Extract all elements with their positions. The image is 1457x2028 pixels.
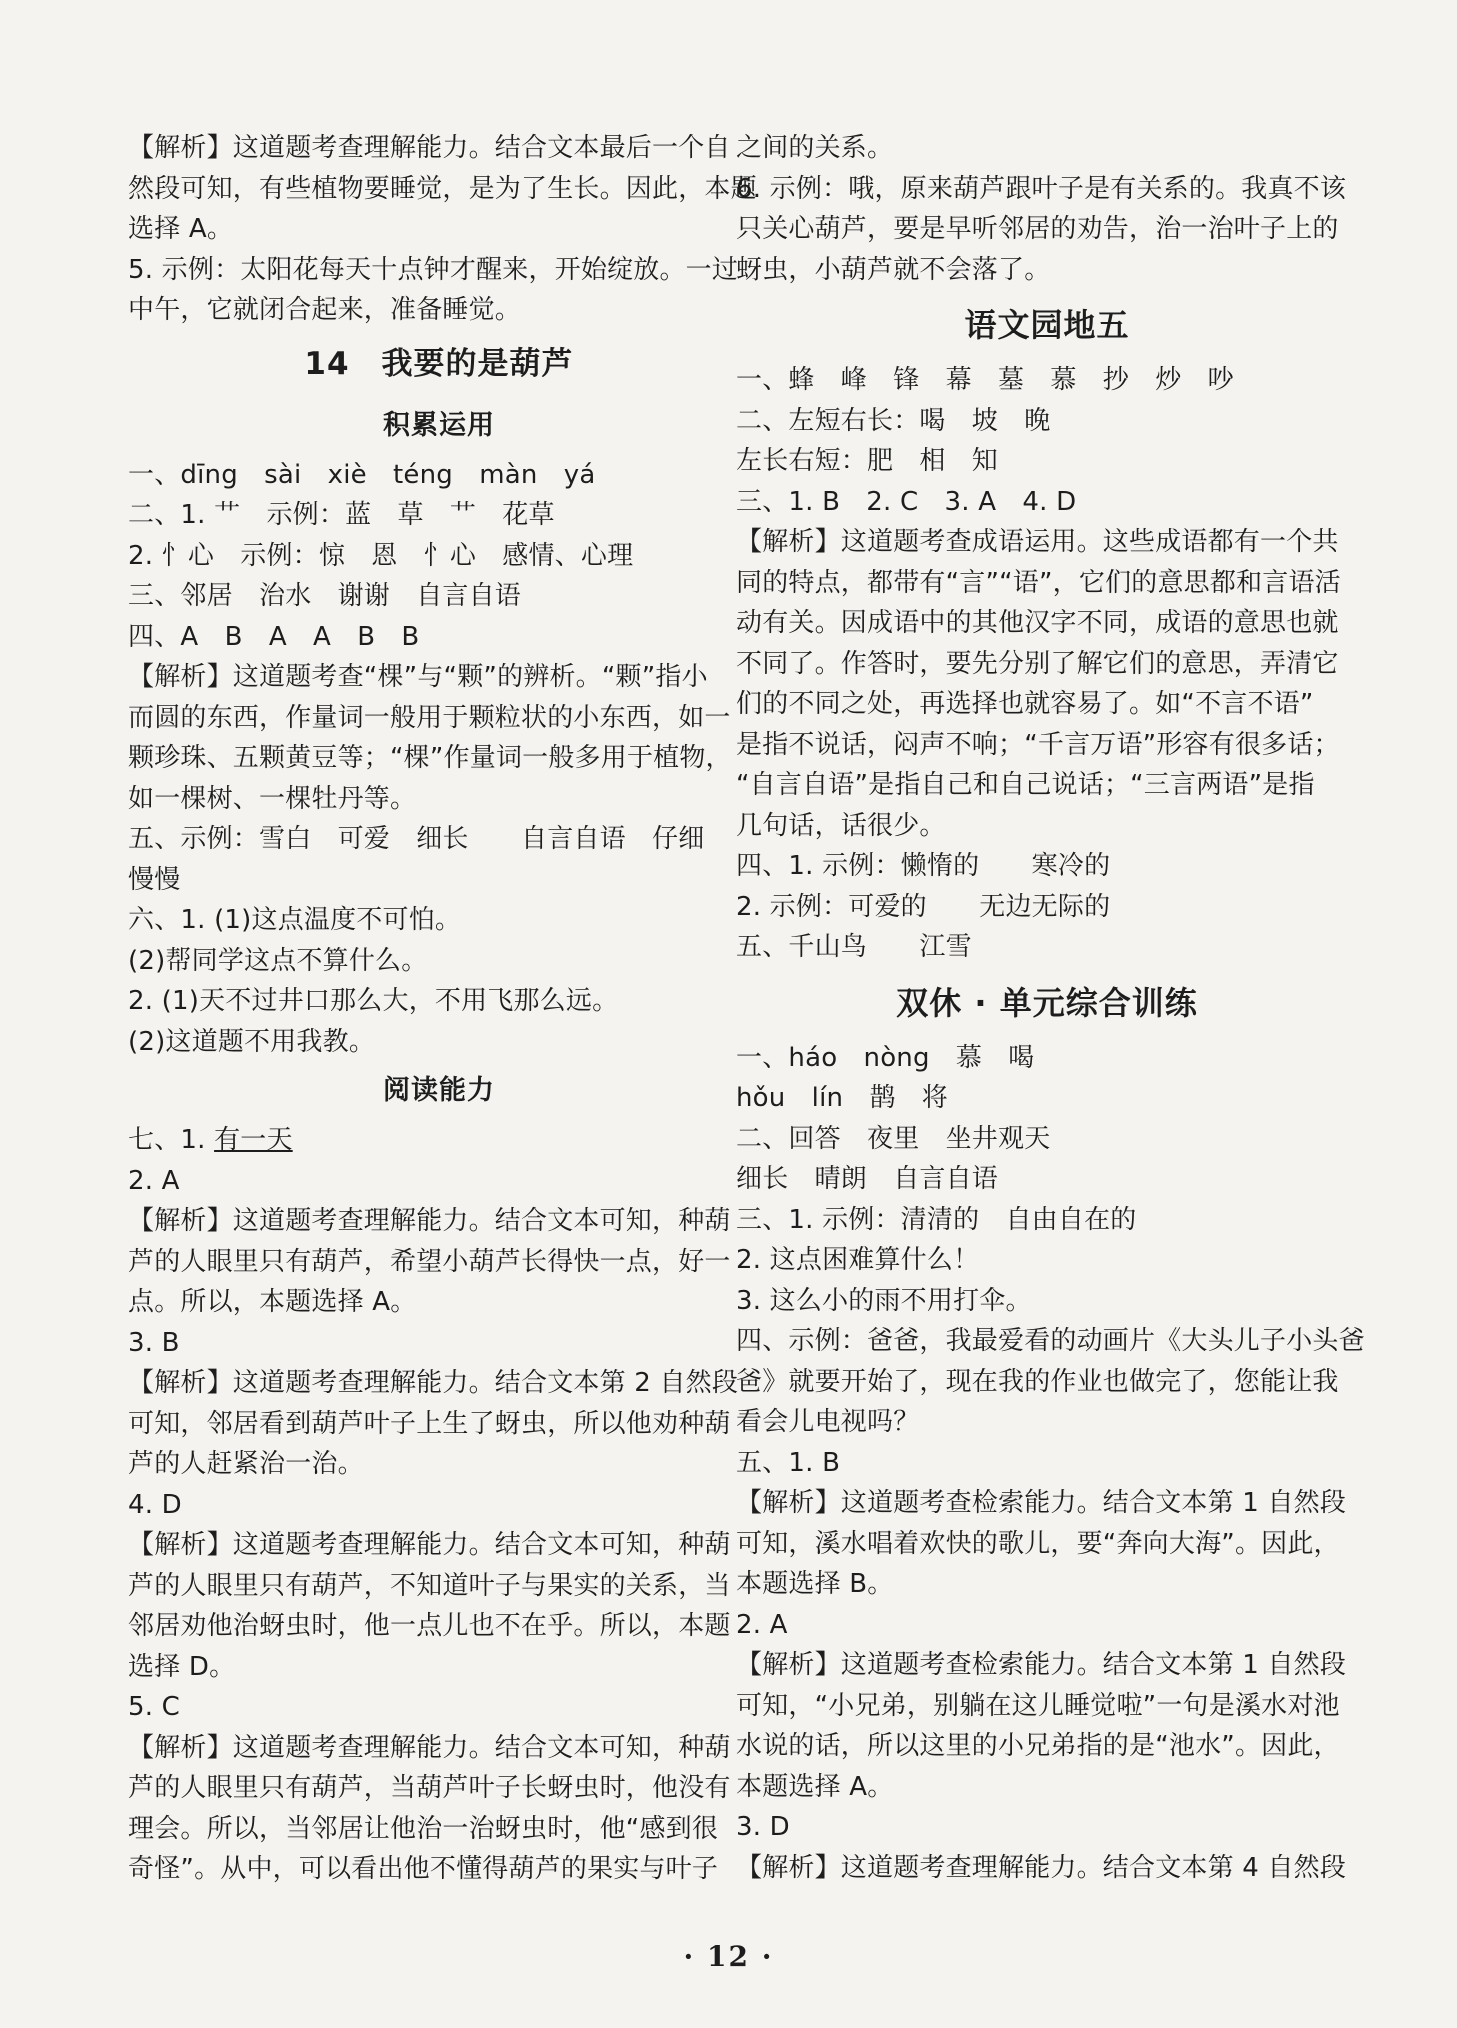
answer-line: 三、邻居 治水 谢谢 自言自语 [128, 581, 522, 611]
answer-line: 爸》就要开始了，现在我的作业也做完了，您能让我 [736, 1366, 1339, 1397]
answer-line: 2. (1)天不过井口那么大，不用飞那么远。 [128, 986, 619, 1016]
answer-line: 选择 A。 [128, 214, 234, 244]
answer-line: 三、1. 示例：清清的 自由自在的 [736, 1204, 1137, 1235]
answer-line: hǒu lín 鹊 将 [736, 1083, 948, 1113]
answer-line: 慢慢 [128, 864, 181, 895]
answer-line: 4. D [128, 1489, 182, 1520]
answer-line: 【解析】这道题考查理解能力。结合文本第 4 自然段 [736, 1852, 1347, 1883]
answer-line: 选择 D。 [128, 1651, 236, 1682]
answer-line: 四、1. 示例：懒惰的 寒冷的 [736, 851, 1111, 881]
answer-line: 颗珍珠、五颗黄豆等；“棵”作量词一般多用于植物， [128, 743, 732, 773]
answer-line: 【解析】这道题考查理解能力。结合文本最后一个自 [128, 133, 731, 163]
answer-line: 一、háo nòng 慕 喝 [736, 1042, 1035, 1073]
answer-line: 水说的话，所以这里的小兄弟指的是“池水”。因此， [736, 1731, 1340, 1761]
answer-line: 一、dīng sài xiè téng màn yá [128, 459, 596, 490]
answer-line: 六、1. (1)这点温度不可怕。 [128, 905, 462, 935]
answer-line: 同的特点，都带有“言”“语”，它们的意思都和言语活 [736, 567, 1341, 598]
answer-line: 四、示例：爸爸，我最爱看的动画片《大头儿子小头爸 [736, 1326, 1365, 1356]
unit-heading: 双休 · 单元综合训练 [896, 983, 1198, 1022]
answer-line: 3. B [128, 1327, 180, 1358]
answer-line: 芦的人眼里只有葫芦，希望小葫芦长得快一点，好一 [128, 1246, 731, 1277]
lesson-heading: 14 我要的是葫芦 [304, 345, 574, 382]
answer-line: 本题选择 A。 [736, 1771, 894, 1802]
answer-line: 左长右短：肥 相 知 [736, 446, 999, 476]
answer-line: 6. 示例：哦，原来葫芦跟叶子是有关系的。我真不该 [736, 173, 1347, 204]
answer-line: 【解析】这道题考查检索能力。结合文本第 1 自然段 [736, 1488, 1347, 1518]
answer-line: 五、1. B [736, 1447, 841, 1478]
answer-line: 2. 忄心 示例：惊 恩 忄心 感情、心理 [128, 540, 634, 571]
answer-line: 是指不说话，闷声不响；“千言万语”形容有很多话； [736, 729, 1340, 760]
answer-line: 【解析】这道题考查“棵”与“颗”的辨析。“颗”指小 [128, 662, 708, 692]
answer-line: 【解析】这道题考查理解能力。结合文本第 2 自然段 [128, 1368, 739, 1398]
answer-line: “自言自语”是指自己和自己说话；“三言两语”是指 [736, 770, 1315, 800]
right-column [736, 128, 1365, 1888]
answer-line: 5. 示例：太阳花每天十点钟才醒来，开始绽放。一过 [128, 254, 739, 285]
answer-line: 2. 示例：可爱的 无边无际的 [736, 891, 1111, 922]
answer-line: (2)帮同学这点不算什么。 [128, 945, 428, 976]
answer-line: 芦的人赶紧治一治。 [128, 1449, 364, 1479]
answer-line: 而圆的东西，作量词一般用于颗粒状的小东西，如一 [128, 702, 731, 733]
answer-line: 【解析】这道题考查成语运用。这些成语都有一个共 [736, 527, 1339, 557]
answer-line: 芦的人眼里只有葫芦，不知道叶子与果实的关系，当 [128, 1570, 731, 1601]
answer-line [128, 1120, 750, 1161]
answer-line: 中午，它就闭合起来，准备睡觉。 [128, 295, 522, 325]
unit-heading: 语文园地五 [964, 306, 1130, 344]
answer-line: 几句话，话很少。 [736, 810, 946, 841]
answer-line: 可知，“小兄弟，别躺在这儿睡觉啦”一句是溪水对池 [736, 1690, 1340, 1721]
answer-line: 然段可知，有些植物要睡觉，是为了生长。因此，本题 [128, 173, 757, 204]
answer-line: 不同了。作答时，要先分别了解它们的意思，弄清它 [736, 648, 1339, 679]
answer-line: 点。所以，本题选择 A。 [128, 1287, 417, 1317]
left-column [128, 128, 757, 1890]
answer-line: 只关心葫芦，要是早听邻居的劝告，治一治叶子上的 [736, 214, 1339, 244]
answer-line: 3. D [736, 1812, 790, 1842]
answer-line: 芦的人眼里只有葫芦，当葫芦叶子长蚜虫时，他没有 [128, 1773, 731, 1803]
answer-line: 本题选择 B。 [736, 1569, 894, 1599]
answer-line: 一、蜂 峰 锋 幕 墓 慕 抄 炒 吵 [736, 365, 1234, 395]
answer-line: 三、1. B 2. C 3. A 4. D [736, 486, 1077, 517]
answer-line: 2. A [736, 1609, 788, 1640]
answer-line: 【解析】这道题考查理解能力。结合文本可知，种葫 [128, 1206, 731, 1236]
answer-line: 2. 这点困难算什么！ [736, 1245, 980, 1275]
answer-line: 二、回答 夜里 坐井观天 [736, 1123, 1051, 1154]
answer-line: 动有关。因成语中的其他汉字不同，成语的意思也就 [736, 608, 1339, 638]
answer-line: 【解析】这道题考查检索能力。结合文本第 1 自然段 [736, 1650, 1347, 1680]
answer-line: 邻居劝他治蚜虫时，他一点儿也不在乎。所以，本题 [128, 1611, 731, 1641]
answer-line: 【解析】这道题考查理解能力。结合文本可知，种葫 [128, 1732, 731, 1763]
answer-line: 二、左短右长：喝 坡 晚 [736, 405, 1051, 436]
section-heading: 积累运用 [383, 409, 495, 441]
answer-line: 五、千山鸟 江雪 [736, 932, 972, 962]
answer-line: 可知，溪水唱着欢快的歌儿，要“奔向大海”。因此， [736, 1528, 1340, 1559]
answer-line: 五、示例：雪白 可爱 细长 自言自语 仔细 [128, 824, 705, 854]
section-heading: 阅读能力 [383, 1075, 495, 1106]
answer-line: 二、1. 艹 示例：蓝 草 艹 花草 [128, 500, 555, 530]
answer-line: 细长 晴朗 自言自语 [736, 1164, 999, 1194]
answer-line: 3. 这么小的雨不用打伞。 [736, 1285, 1032, 1316]
underlined-answer: 有一天 [214, 1125, 293, 1155]
page-number: · 12 · [683, 1940, 774, 1973]
answer-line: 蚜虫，小葫芦就不会落了。 [736, 254, 1051, 285]
answer-line: 【解析】这道题考查理解能力。结合文本可知，种葫 [128, 1530, 731, 1560]
answer-line: 奇怪”。从中，可以看出他不懂得葫芦的果实与叶子 [128, 1854, 719, 1884]
answer-line: 如一棵树、一棵牡丹等。 [128, 783, 417, 814]
answer-line: 之间的关系。 [736, 133, 894, 163]
answer-line: 理会。所以，当邻居让他治一治蚜虫时，他“感到很 [128, 1813, 719, 1844]
answer-line: (2)这道题不用我教。 [128, 1026, 376, 1057]
answer-line: 2. A [128, 1165, 180, 1196]
answer-line: 可知，邻居看到葫芦叶子上生了蚜虫，所以他劝种葫 [128, 1408, 731, 1439]
answer-line: 们的不同之处，再选择也就容易了。如“不言不语” [736, 689, 1314, 719]
answer-line: 四、A B A A B B [128, 621, 420, 652]
answer-line: 5. C [128, 1692, 181, 1722]
answer-prefix: 七、1. [128, 1125, 215, 1155]
answer-line: 看会儿电视吗？ [736, 1407, 920, 1437]
